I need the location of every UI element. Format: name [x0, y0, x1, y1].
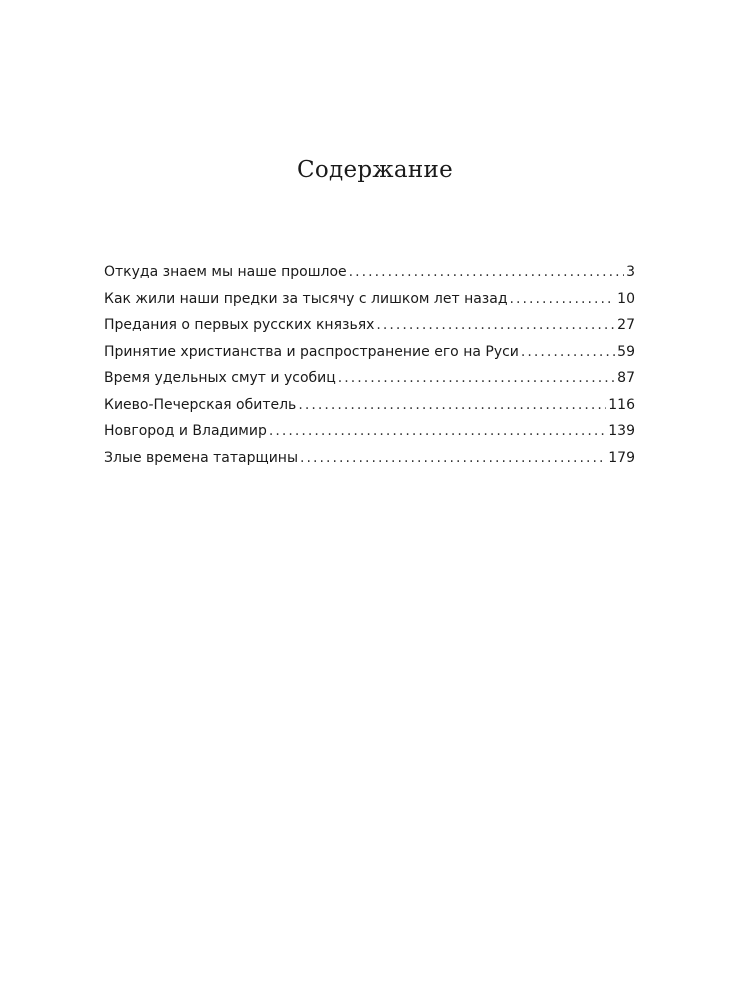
- toc-entry-title: Злые времена татарщины: [104, 449, 298, 466]
- toc-entry: [104, 286, 635, 313]
- toc-entry: [104, 418, 635, 445]
- toc-entry-title: Время удельных смут и усобиц: [104, 370, 336, 386]
- dot-leader: [338, 365, 615, 392]
- dot-leader: [510, 286, 616, 313]
- dot-leader: [521, 339, 615, 366]
- toc-page-number: 179: [608, 449, 635, 466]
- toc-page-number: 27: [617, 317, 635, 333]
- toc-entry-title: Как жили наши предки за тысячу с лишком лет назад: [104, 290, 508, 307]
- page-title: Содержание: [296, 157, 454, 183]
- toc-entry: [104, 445, 635, 472]
- toc-page-number: 139: [608, 423, 635, 439]
- toc-entry-title: Киево-Печерская обитель: [104, 396, 297, 413]
- toc-page-number: 59: [617, 343, 635, 360]
- dot-leader: [298, 392, 606, 419]
- toc-entry-title: Новгород и Владимир: [104, 423, 267, 439]
- toc-page-number: 87: [617, 370, 635, 386]
- toc-entry-title: Предания о первых русских князьях: [104, 317, 375, 333]
- dot-leader: [349, 259, 624, 286]
- toc-entry: [104, 365, 635, 392]
- dot-leader: [269, 418, 606, 445]
- toc-entry: [104, 312, 635, 339]
- toc-page-number: 116: [608, 396, 635, 413]
- toc-entry: [104, 392, 635, 419]
- dot-leader: [300, 445, 606, 472]
- table-of-contents: [104, 259, 635, 471]
- toc-entry: [104, 339, 635, 366]
- toc-entry: [104, 259, 635, 286]
- toc-page-number: 10: [617, 290, 635, 307]
- dot-leader: [376, 312, 615, 339]
- toc-page-number: 3: [626, 264, 635, 280]
- toc-entry-title: Принятие христианства и распространение его на Руси: [104, 343, 519, 360]
- toc-entry-title: Откуда знаем мы наше прошлое: [104, 264, 347, 280]
